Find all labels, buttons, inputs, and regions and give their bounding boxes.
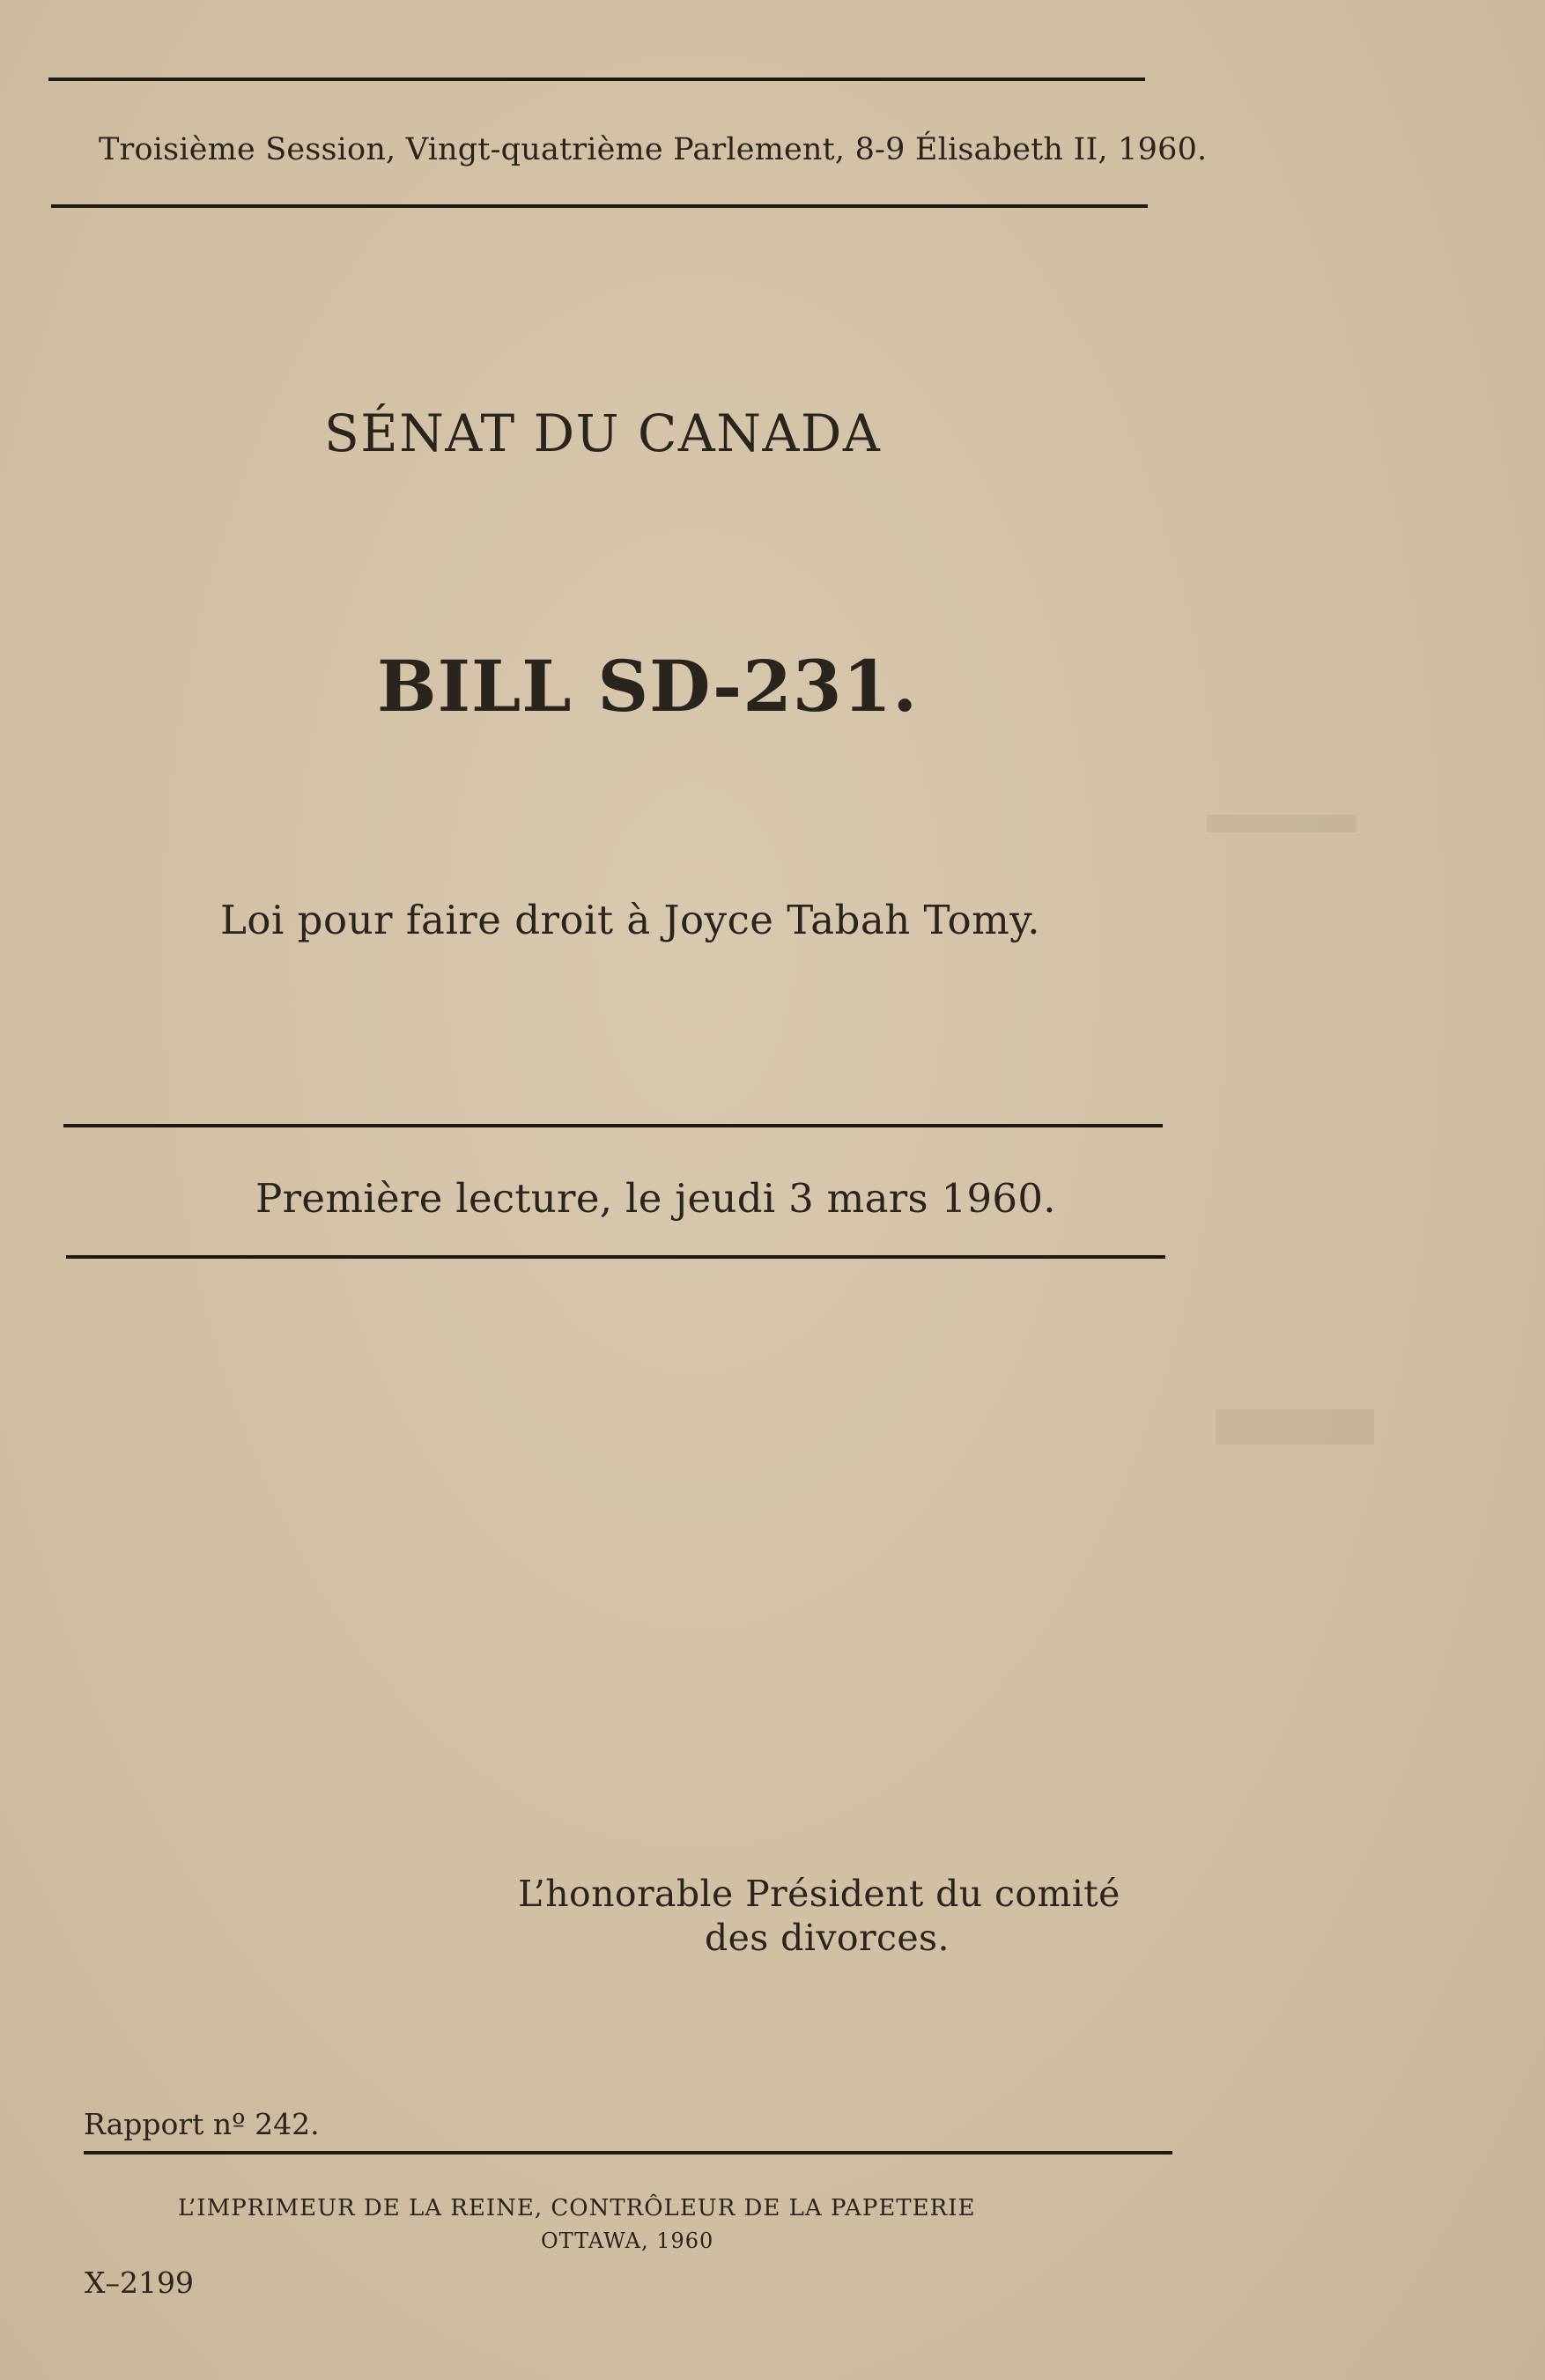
printer-line-1: L’IMPRIMEUR DE LA REINE, CONTRÔLEUR DE LA PAPETERIE xyxy=(178,2195,976,2221)
top-rule-1 xyxy=(48,78,1145,81)
bill-description: Loi pour faire droit à Joyce Tabah Tomy. xyxy=(220,897,1041,943)
sponsor-line-2: des divorces. xyxy=(705,1917,950,1959)
sponsor-line-1: L’honorable Président du comité xyxy=(518,1873,1120,1915)
document-code: X–2199 xyxy=(85,2265,194,2300)
reading-rule-top xyxy=(63,1124,1163,1127)
reading-rule-bottom xyxy=(66,1255,1165,1259)
top-rule-2 xyxy=(51,204,1148,208)
footer-rule xyxy=(84,2151,1172,2155)
printer-line-2: OTTAWA, 1960 xyxy=(541,2228,714,2253)
bleed-through-mark xyxy=(1216,1409,1374,1445)
bill-number: BILL SD-231. xyxy=(377,645,919,728)
report-number: Rapport nº 242. xyxy=(84,2107,320,2141)
first-reading: Première lecture, le jeudi 3 mars 1960. xyxy=(255,1175,1056,1222)
session-line: Troisième Session, Vingt-quatrième Parlement, 8-9 Élisabeth II, 1960. xyxy=(99,132,1208,167)
chamber-title: SÉNAT DU CANADA xyxy=(324,403,882,463)
bleed-through-mark xyxy=(1207,815,1356,832)
